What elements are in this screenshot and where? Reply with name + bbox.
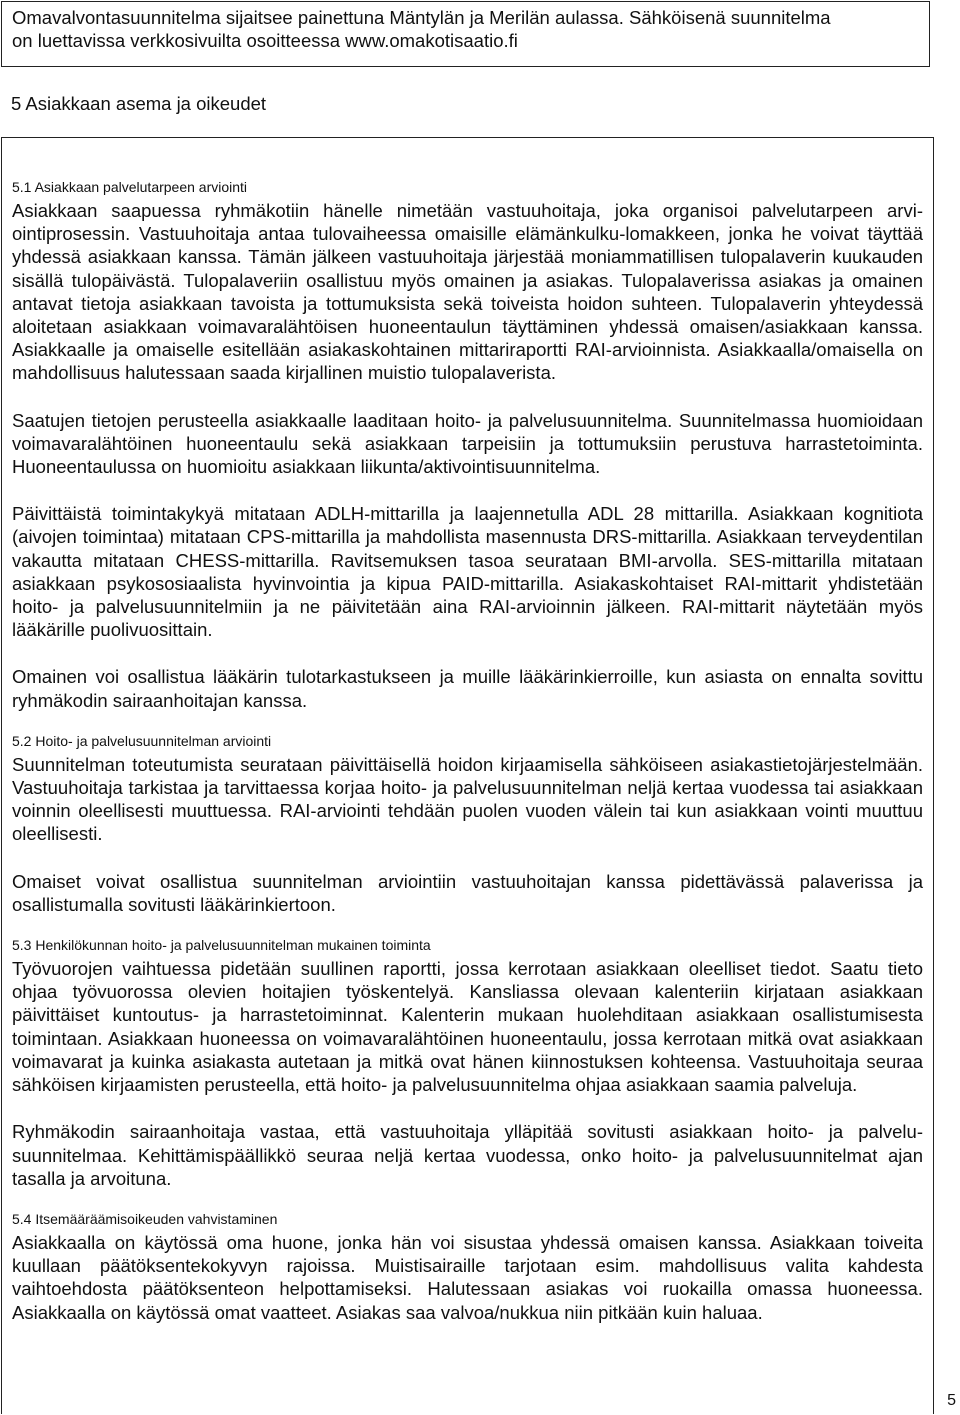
subsection-heading-5-4: 5.4 Itsemääräämisoikeuden vahvistaminen	[12, 1210, 278, 1227]
paragraph: Omainen voi osallistua lääkärin tulotarkastukseen ja muille lääkärinkierroille, kun asiasta on ennalta sovittu ryhmäkodin sairaanhoitajan kanssa.	[12, 666, 923, 711]
paragraph: Päivittäistä toimintakykyä mitataan ADLH-mittarilla ja laajennetulla ADL 28 mittarilla. Asiakkaan kognitiota (aivojen toimintaa) mitataan CPS-mittarilla ja mahdollista masennusta DRS-mittarilla. Asiakkaan terveydentilan vakautta mitataan CHESS-mittarilla. Ravitsemuksen tasoa seurataan BMI-arvolla. SES-mittarilla mitataan asiakkaan psykososiaalista hyvinvointia ja kipua PAID-mittarilla. Asiakaskohtaiset RAI-mittarit yhdistetään hoito- ja palvelusuunnitelmiin ja ne päivitetään aina RAI-arvioinnin jälkeen. RAI-mittarit näytetään myös lääkärille puolivuosittain.	[12, 503, 923, 641]
paragraph: Saatujen tietojen perusteella asiakkaalle laaditaan hoito- ja palvelusuunnitelma. Suunnitelmassa huomioidaan voimavaralähtöinen huoneentaulu sekä asiakkaan tarpeisiin ja tottumuksiin perustuva harrastetoiminta. Huoneentaulussa on huomioitu asiakkaan liikunta/aktivointisuunnitelma.	[12, 409, 923, 478]
info-line-1: Omavalvontasuunnitelma sijaitsee painettuna Mäntylän ja Merilän aulassa. Sähköisenä suunnitelma	[12, 7, 831, 28]
paragraph: Omaiset voivat osallistua suunnitelman arviointiin vastuuhoitajan kanssa pidettävässä palaverissa ja osallistumalla sovitusti lääkärinkiertoon.	[12, 870, 923, 915]
paragraph: Työvuorojen vaihtuessa pidetään suullinen raportti, jossa kerrotaan asiakkaan oleelliset tiedot. Saatu tieto ohjaa työvuorossa olevien hoitajien työskentelyä. Kansliassa olevaan kalenteriin kirjataan asiakkaan päivittäiset kuntoutus- ja harrastetoiminnat. Kalenterin mukaan huolehditaan asiakkaan osallistumisesta toimintaan. Asiakkaan huoneessa on voimavaralähtöinen huoneentaulu, jossa kerrotaan mitkä ovat asiakkaan voimavarat ja kuinka asiakasta autetaan ja mitkä ovat hänen kiinnostuksen kohteensa. Vastuuhoitaja seuraa sähköisen kirjaamisten perusteella, että hoito- ja palvelusuunnitelma ohjaa asiakkaan saamia palveluja.	[12, 958, 923, 1096]
section-heading: 5 Asiakkaan asema ja oikeudet	[11, 93, 267, 114]
subsection-heading-5-2: 5.2 Hoito- ja palvelusuunnitelman arviointi	[12, 732, 272, 749]
paragraph: Suunnitelman toteutumista seurataan päivittäisellä hoidon kirjaamisella sähköiseen asiakastietojärjestelmään. Vastuuhoitaja tarkistaa ja tarvittaessa korjaa hoito- ja palvelusuunnitelman neljä kertaa vuodessa tai asiakkaan voinnin oleellisesti muuttuessa. RAI-arviointi tehdään puolen vuoden välein tai kun asiakkaan vointi muuttuu oleellisesti.	[12, 753, 923, 845]
paragraph: Asiakkaan saapuessa ryhmäkotiin hänelle nimetään vastuuhoitaja, joka organisoi palvelutarpeen arviointiprosessin. Vastuuhoitaja antaa tulovaiheessa omaisille elämänkulku-lomakkeen, jonka he voivat täyttää yhdessä asiakkaan kanssa. Tämän jälkeen vastuuhoitaja järjestää moniammatillisen tulopalaverin kuukauden sisällä tulopäivästä. Tulopalaveriin osallistuu myös omainen ja asiakas. Tulopalaverissa asiakas ja omainen antavat tietoja asiakkaan tavoista ja tottumuksista sekä toiveista hoidon suhteen. Tulopalaverin yhteydessä aloitetaan asiakkaan voimavaralähtöisen huoneentaulun täyttäminen yhdessä omaisen/asiakkaan kanssa. Asiakkaalle ja omaiselle esitellään asiakaskohtainen mittariraportti RAI-arvioinnista. Asiakkaalla/omaisella on mahdollisuus halutessaan saada kirjallinen muistio tulopalaverista.	[12, 200, 923, 384]
paragraph: Ryhmäkodin sairaanhoitaja vastaa, että vastuuhoitaja ylläpitää sovitusti asiakkaan hoito- ja palvelusuunnitelmaa. Kehittämispäällikkö seuraa neljä kertaa vuodessa, onko hoito- ja palvelusuunnitelmat ajan tasalla ja arvoitunа.	[12, 1121, 923, 1189]
info-line-2: on luettavissa verkkosivuilta osoitteessa www.omakotisaatio.fi	[12, 30, 518, 51]
subsection-heading-5-1: 5.1 Asiakkaan palvelutarpeen arviointi	[12, 179, 248, 195]
info-box	[1, 1, 930, 67]
paragraph: Asiakkaalla on käytössä oma huone, jonka hän voi sisustaa yhdessä omaisen kanssa. Asiakkaan toiveita kuullaan päätöksentekokyvyn rajoissa. Muistisairaille tarjotaan esim. mahdollisuus valita kahdesta vaihtoehdosta päätöksenteon helpottamiseksi. Halutessaan asiakas voi ruokailla omassa huoneessa. Asiakkaalla on käytössä omat vaatteet. Asiakas saa valvoa/nukkua niin pitkään kuin haluaa.	[12, 1231, 923, 1323]
main-content-box	[1, 137, 934, 1414]
subsection-heading-5-3: 5.3 Henkilökunnan hoito- ja palvelusuunnitelman mukainen toiminta	[12, 937, 431, 954]
page-number: 5	[947, 1392, 956, 1409]
